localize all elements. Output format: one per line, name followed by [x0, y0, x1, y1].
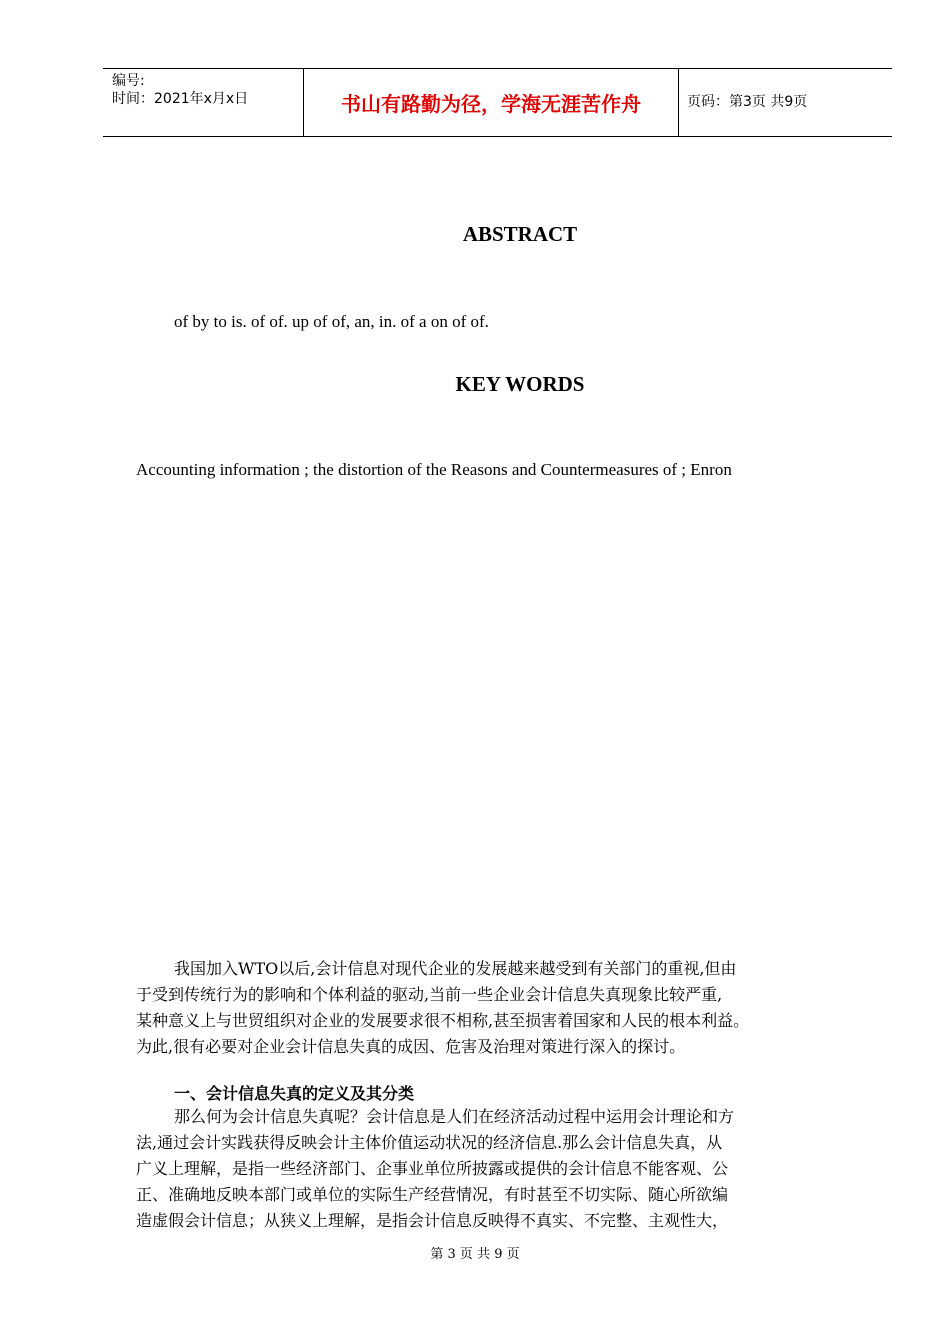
- header-motto: 书山有路勤为径，学海无涯苦作舟: [341, 92, 641, 116]
- keywords-text: Accounting information ; the distortion of the Reasons and Countermeasures of ; Enron: [136, 460, 732, 479]
- header-page-code: 页码：第3页 共9页: [687, 94, 808, 110]
- abstract-text: of by to is. of of. up of of, an, in. of a on of of.: [174, 312, 489, 331]
- page-header-table: [103, 68, 892, 137]
- header-motto-cell: [303, 69, 679, 136]
- section-line: 造虚假会计信息；从狭义上理解，是指会计信息反映得不真实、不完整、主观性大，: [136, 1211, 729, 1230]
- header-info-cell: [103, 69, 303, 136]
- section-heading: 一、会计信息失真的定义及其分类: [174, 1084, 415, 1103]
- document-number-label: 编号:: [112, 73, 145, 89]
- section-line: 广义上理解，是指一些经济部门、企事业单位所披露或提供的会计信息不能客观、公: [136, 1159, 729, 1178]
- section-line: 那么何为会计信息失真呢？会计信息是人们在经济活动过程中运用会计理论和方: [174, 1107, 735, 1126]
- intro-line: 于受到传统行为的影响和个体利益的驱动,当前一些企业会计信息失真现象比较严重,: [136, 985, 723, 1004]
- section-line: 法,通过会计实践获得反映会计主体价值运动状况的经济信息.那么会计信息失真，从: [136, 1133, 723, 1152]
- document-time-label: 时间：2021年x月x日: [112, 91, 249, 107]
- intro-line: 为此,很有必要对企业会计信息失真的成因、危害及治理对策进行深入的探讨。: [136, 1037, 686, 1056]
- keywords-heading: KEY WORDS: [455, 372, 585, 396]
- section-paragraph: [136, 1104, 866, 1234]
- header-page-cell: [678, 69, 892, 136]
- page-footer: 第 3 页 共 9 页: [430, 1247, 520, 1262]
- intro-line: 某种意义上与世贸组织对企业的发展要求很不相称,甚至损害着国家和人民的根本利益。: [136, 1011, 750, 1030]
- intro-paragraph: [136, 956, 866, 1060]
- intro-line: 我国加入WTO以后,会计信息对现代企业的发展越来越受到有关部门的重视,但由: [174, 959, 737, 978]
- abstract-heading: ABSTRACT: [462, 222, 578, 246]
- section-line: 正、准确地反映本部门或单位的实际生产经营情况，有时甚至不切实际、随心所欲编: [136, 1185, 729, 1204]
